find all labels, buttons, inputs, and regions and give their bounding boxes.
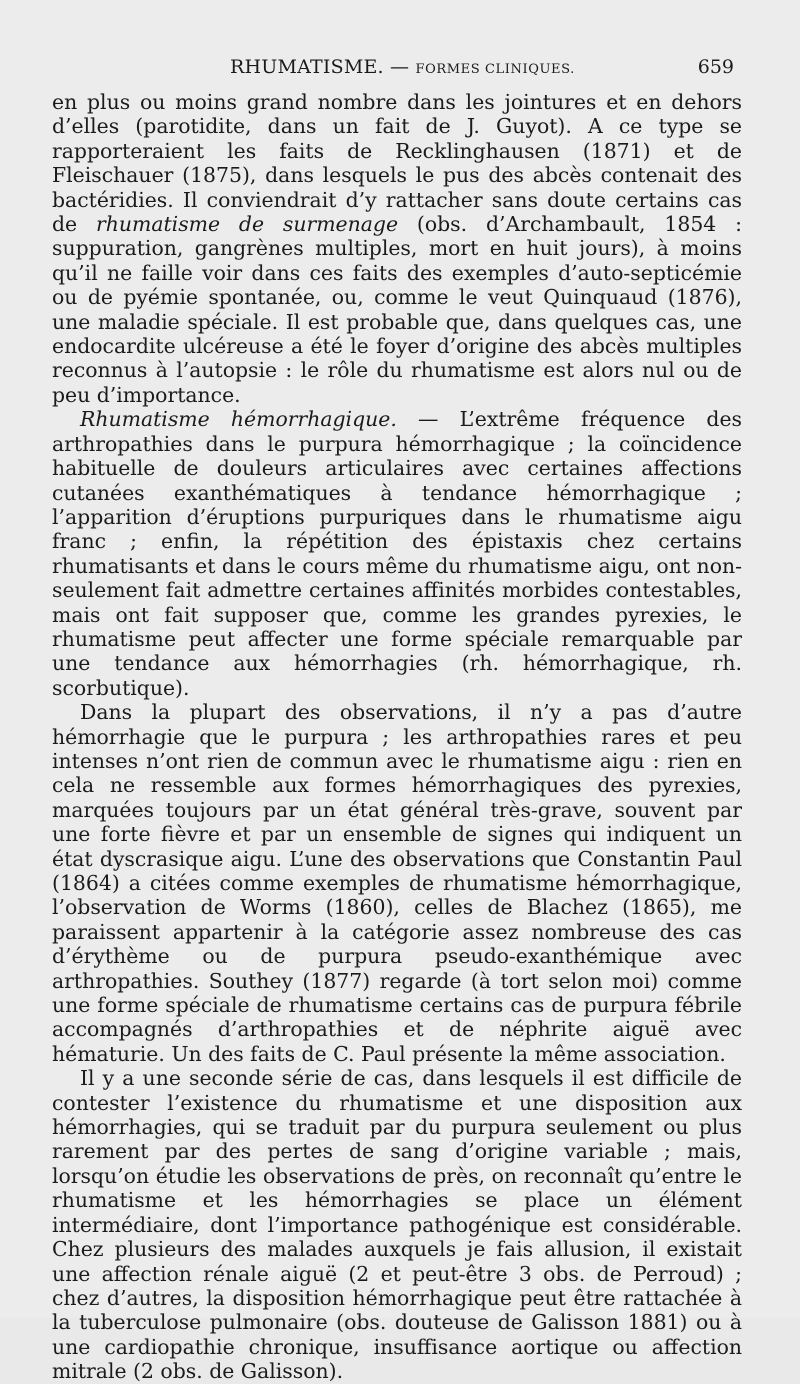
paragraph-1-text-b: (obs. d’Archambault, 1854 : suppuration, gangrènes multiples, mort en huit jours), à moins qu’il ne faille voir dans ces faits des exemples d’auto-septicémie ou de pyémie spontanée, ou, comme le veut Quinquaud (1876), une maladie spéciale. Il est probable que, dans quelques cas, une endocardite ulcéreuse a été le foyer d’origine des abcès multiples reconnus à l’autopsie : le rôle du rhumatisme est alors nul ou de peu d’importance. [52, 212, 742, 407]
running-title-separator: — [390, 56, 410, 78]
body-text [52, 90, 742, 1384]
paragraph-2 [52, 407, 742, 700]
paragraph-2-text: — L’extrême fréquence des arthropathies dans le purpura hémorrhagique ; la coïncidence habituelle de douleurs articulaires avec certaines affections cutanées exanthématiques à tendance hémorrhagique ; l’apparition d’éruptions purpuriques dans le rhumatisme aigu franc ; enfin, la répétition des épistaxis chez certains rhumatisants et dans le cours même du rhumatisme aigu, ont non-seulement fait admettre certaines affinités morbides contestables, mais ont fait supposer que, comme les grandes pyrexies, le rhumatisme peut affecter une forme spéciale remarquable par une tendance aux hémorrhagies (rh. hémorrhagique, rh. scorbutique). [52, 407, 742, 700]
running-title-sub: FORMES CLINIQUES. [415, 62, 575, 77]
paragraph-1-text-a: en plus ou moins grand nombre dans les jointures et en dehors d’elles (parotidite, dans un fait de J. Guyot). A ce type se rapporteraient les faits de Recklinghausen (1871) et de Fleischauer (1875), dans lesquels le pus des abcès contenait des bactéridies. Il conviendrait d’y rattacher sans doute certains cas de [52, 90, 742, 237]
paragraph-1 [52, 90, 742, 407]
paragraph-4: Il y a une seconde série de cas, dans lesquels il est difficile de contester l’existence du rhumatisme et une disposition aux hémorrhagies, qui se traduit par du purpura seulement ou plus rarement par des pertes de sang d’origine variable ; mais, lorsqu’on étudie les observations de près, on reconnaît qu’entre le rhumatisme et les hémorrhagies se place un élément intermédiaire, dont l’importance pathogénique est considérable. Chez plusieurs des malades auxquels je fais allusion, il existait une affection rénale aiguë (2 et peut-être 3 obs. de Perroud) ; chez d’autres, la disposition hémorrhagique peut être rattachée à la tuberculose pulmonaire (obs. douteuse de Galisson 1881) ou à une cardiopathie chronique, insuffisance aortique ou affection mitrale (2 obs. de Galisson). [52, 1066, 742, 1384]
running-header [52, 56, 748, 86]
page-number: 659 [697, 56, 734, 78]
section-heading-rhumatisme-hemorrhagique: Rhumatisme hémorrhagique. [80, 407, 397, 432]
running-title-main: RHUMATISME. [230, 56, 384, 78]
paragraph-1-emphasis: rhumatisme de surmenage [95, 212, 399, 237]
paragraph-3: Dans la plupart des observations, il n’y a pas d’autre hémorrhagie que le purpura ; les arthropathies rares et peu intenses n’ont rien de commun avec le rhumatisme aigu : rien en cela ne ressemble aux formes hémorrhagiques des pyrexies, marquées toujours par un état général très-grave, souvent par une forte fièvre et par un ensemble de signes qui indiquent un état dyscrasique aigu. L’une des observations que Constantin Paul (1864) a citées comme exemples de rhumatisme hémorrhagique, l’observation de Worms (1860), celles de Blachez (1865), me paraissent appartenir à la catégorie assez nombreuse des cas d’érythème ou de purpura pseudo-exanthémique avec arthropathies. Southey (1877) regarde (à tort selon moi) comme une forme spéciale de rhumatisme certains cas de purpura fébrile accompagnés d’arthropathies et de néphrite aiguë avec hématurie. Un des faits de C. Paul présente la même association. [52, 700, 742, 1066]
running-title [230, 56, 575, 78]
